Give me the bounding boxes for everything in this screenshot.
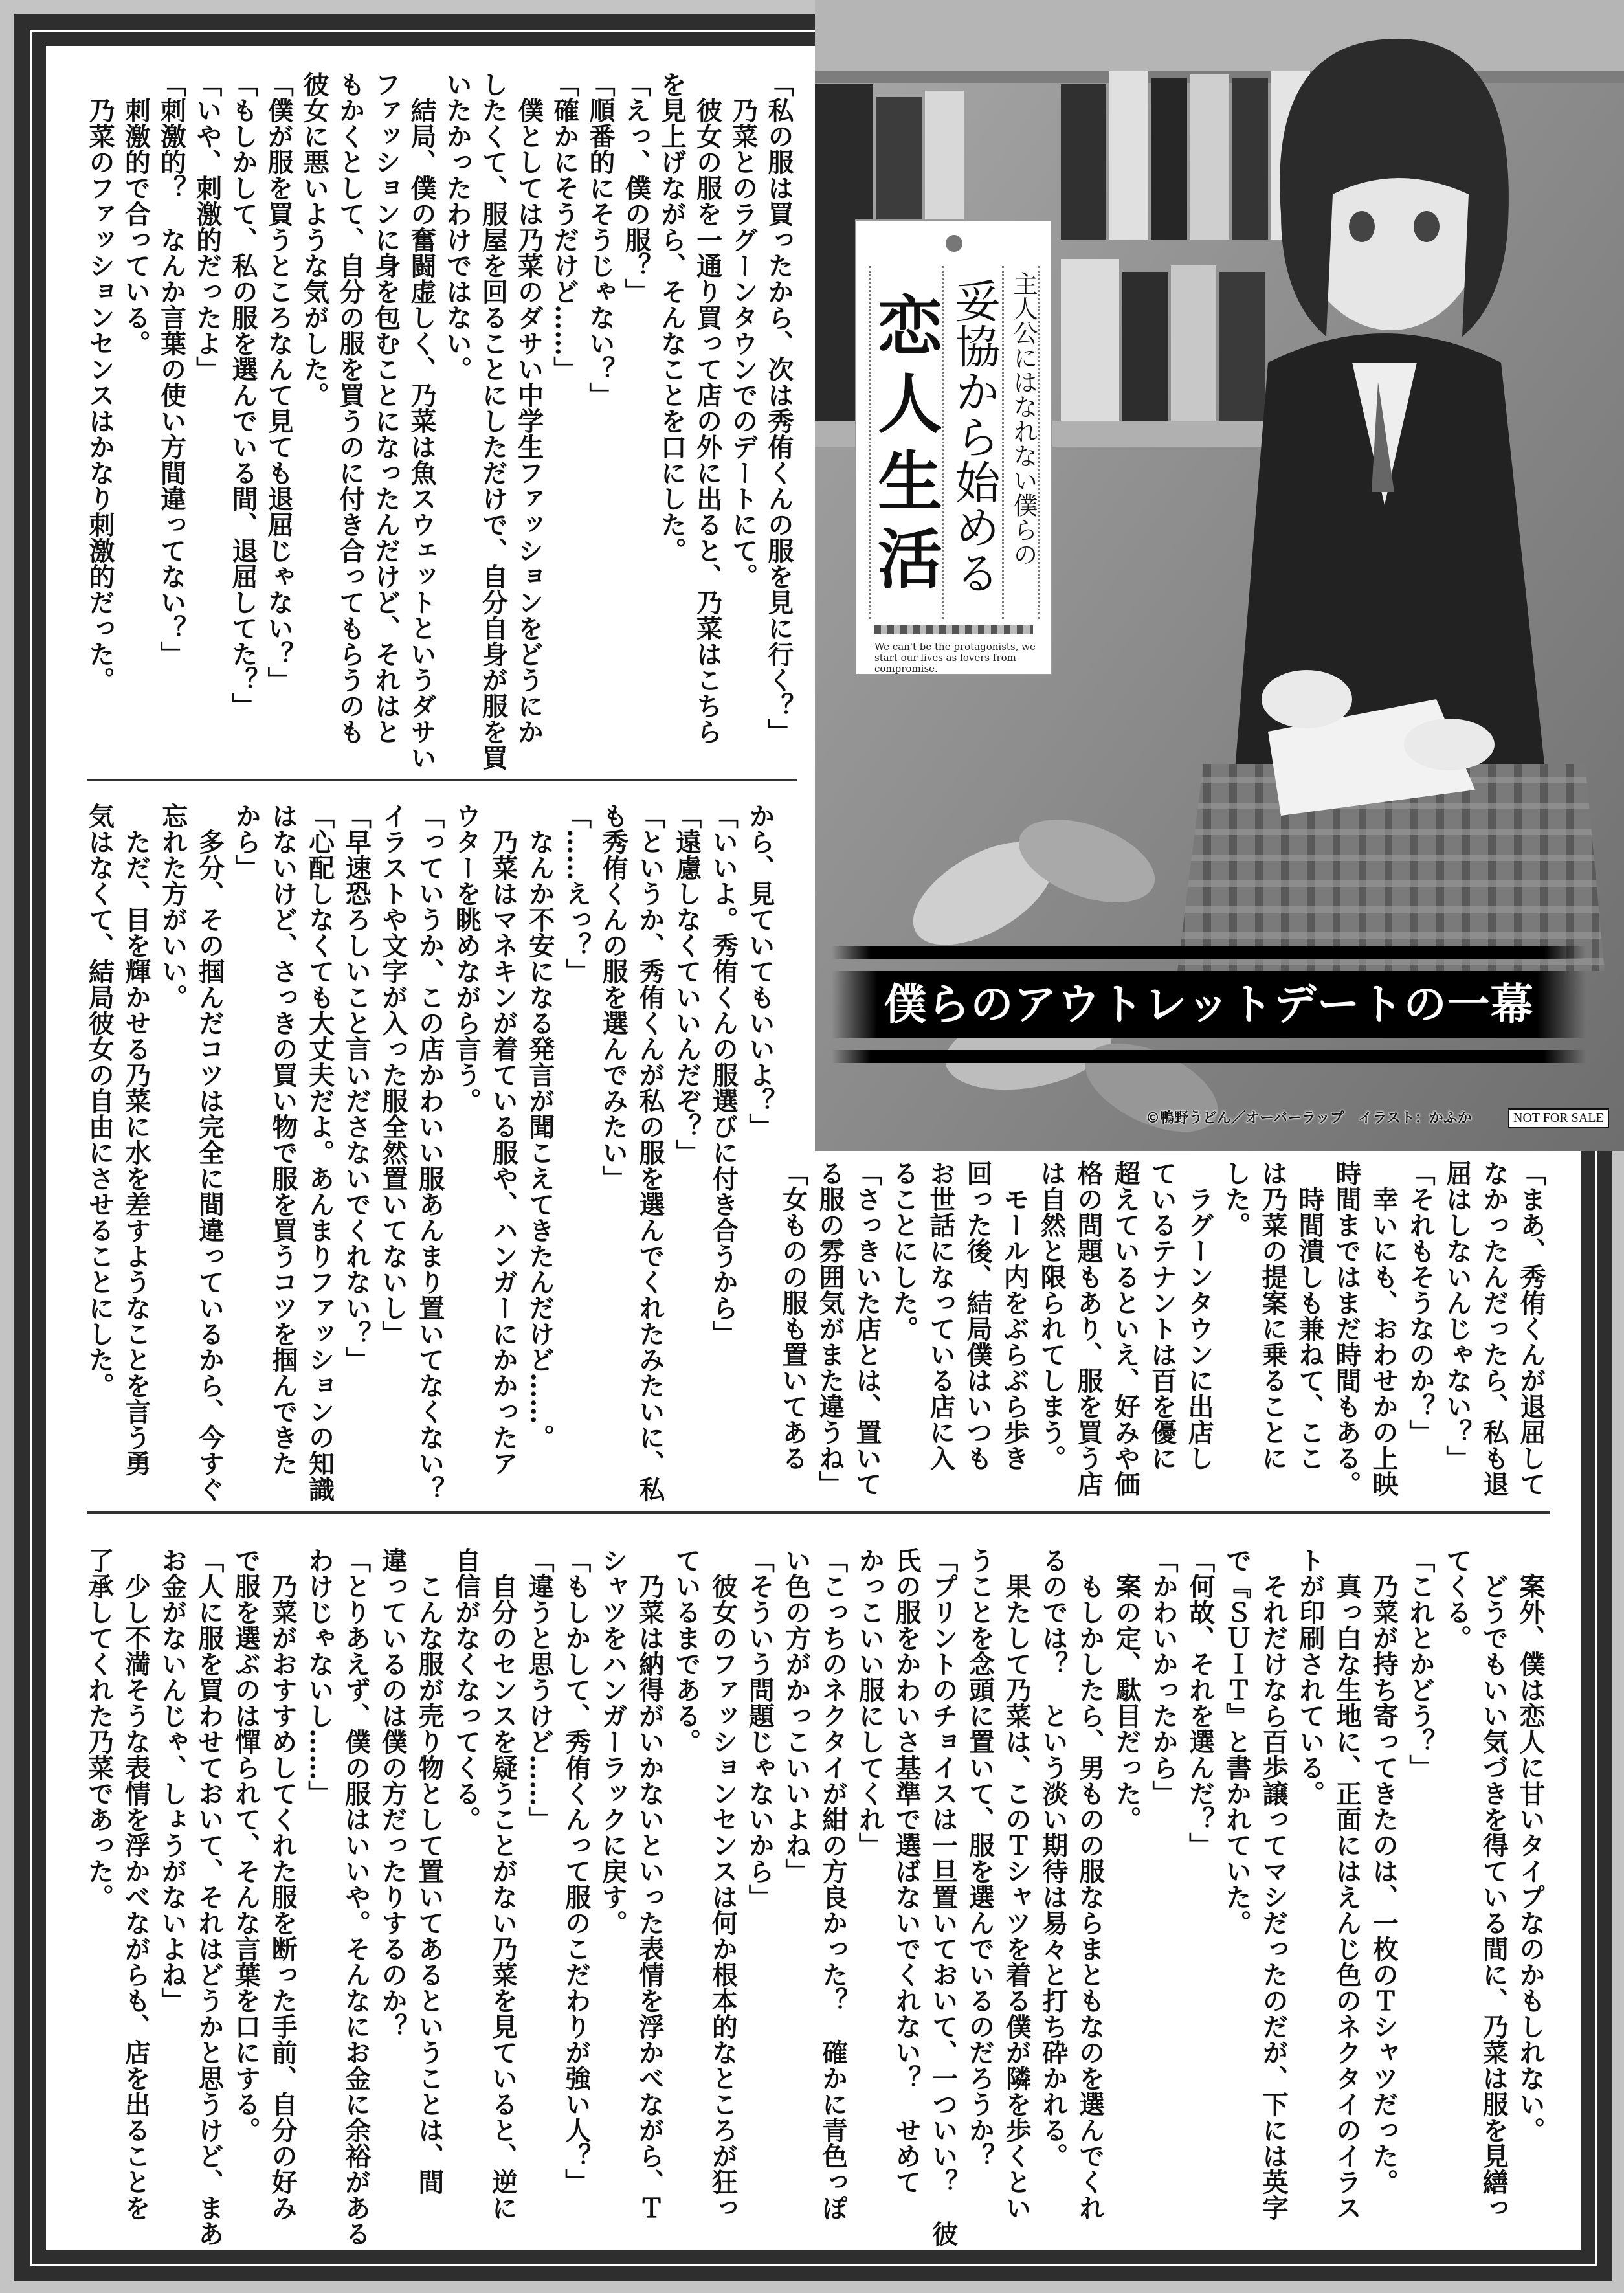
text-column: 「とりあえず、僕の服はいいや。そんなにお金に余裕がある (340, 1547, 372, 2246)
text-column: 「何故、それを選んだ？」 (1185, 1547, 1216, 1858)
text-column: モール内をぶらぶら歩き (999, 1160, 1030, 1471)
text-column: お世話になっている店に入 (926, 1160, 956, 1471)
text-column: それだけなら百歩譲ってマシだったのだが、下には英字 (1258, 1547, 1289, 2220)
text-column: 少し不満そうな表情を浮かべながらも、店を出ることを (120, 1547, 151, 2220)
text-column: 気はなくて、結局彼女の自由にさせることにした。 (84, 803, 115, 1398)
text-column: から、見ていてもいいよ？」 (745, 803, 775, 1139)
text-column: 僕としては乃菜のダサい中学生ファッションをどうにか (513, 71, 544, 744)
text-column: 「いや、刺激的だったよ」 (192, 71, 223, 382)
text-column: を見上げながら、そんなことを口にした。 (656, 71, 687, 563)
copyright-credits: ©鴨野うどん／オーバーラップ イラスト：かふか (1146, 1110, 1472, 1126)
text-column: 回った後、結局僕はいつも (962, 1160, 993, 1471)
text-column: 「心配しなくても大丈夫だよ。あんまりファッションの知識 (304, 803, 335, 1502)
text-column: 「遠慮しなくていいんだぞ？」 (671, 803, 702, 1165)
text-column: 自分のセンスを疑うことがない乃菜を見ていると、逆に (487, 1547, 518, 2220)
decorative-band (874, 625, 1033, 634)
text-column: ることにした。 (889, 1160, 919, 1341)
text-column: は自然と限られてしまう。 (1036, 1160, 1067, 1471)
text-column: 多分、その掴んだコツは完全に間違っているから、今すぐ (194, 803, 225, 1502)
title-line-3: 恋人生活 (867, 292, 942, 603)
text-column: うことを念頭に置いて、服を選んでいるのだろうか？ (964, 1547, 996, 2169)
not-for-sale-badge: NOT FOR SALE (1508, 1108, 1609, 1128)
text-column: てくる。 (1441, 1547, 1473, 1651)
text-column: も秀侑くんの服を選んでみたい」 (598, 803, 629, 1191)
text-column: トが印刷されている。 (1295, 1547, 1326, 1806)
text-column: 「というか、秀侑くんが私の服を選んでくれたみたいに、私 (634, 803, 665, 1502)
text-column: 了承してくれた乃菜であった。 (83, 1547, 115, 1910)
section-divider (87, 1511, 1550, 1514)
text-column: 乃菜が持ち寄ってきたのは、一枚のＴシャツだった。 (1368, 1547, 1399, 2195)
text-column: 「私の服は買ったから、次は秀侑くんの服を見に行く？」 (764, 71, 794, 744)
text-column: 果たして乃菜は、このＴシャツを着る僕が隣を歩くとい (1001, 1547, 1032, 2220)
text-column: お金がないんじゃ、しょうがないよね」 (157, 1547, 188, 2013)
text-column: 「こっちのネクタイが紺の方良かった？ 確かに青色っぽ (818, 1547, 849, 2220)
text-column: した。 (1221, 1160, 1251, 1238)
text-column: 「それもそうなのか？」 (1405, 1160, 1436, 1445)
text-column: 忘れた方がいい。 (157, 803, 188, 1010)
dotted-rule (1002, 266, 1004, 619)
text-column: 乃菜はマネキンが着ている服や、ハンガーにかかったア (488, 803, 519, 1476)
text-column: 「そういう問題じゃないから」 (744, 1547, 775, 1910)
text-column: 真っ白な生地に、正面にはえんじ色のネクタイのイラス (1331, 1547, 1363, 2220)
text-column: 案の定、駄目だった。 (1111, 1547, 1142, 1832)
text-column: は乃菜の提案に乗ることに (1258, 1160, 1288, 1471)
section-divider (87, 779, 797, 781)
text-column: 「順番的にそうじゃない？」 (584, 71, 616, 408)
episode-banner: 僕らのアウトレットデートの一幕 (832, 971, 1586, 1038)
text-column: 「えっ、僕の服？」 (621, 71, 652, 304)
text-column: 「いいよ。秀侑くんの服選びに付き合うから」 (708, 803, 739, 1347)
text-column: 屈はしないんじゃない？」 (1442, 1160, 1473, 1471)
text-column: はないけど、さっきの買い物で服を買うコツを掴んできた (267, 803, 298, 1476)
text-column: 乃菜のファッションセンスはかなり刺激的だった。 (85, 71, 116, 693)
text-column: 「早速恐ろしいこと言いださないでくれない？」 (341, 803, 372, 1372)
text-column: るのでは？ という淡い期待は易々と打ち砕かれる。 (1038, 1547, 1069, 2169)
text-column: 「確かにそうだけど……」 (549, 71, 580, 382)
dotted-rule (1038, 266, 1040, 619)
text-column: いたかったわけではない。 (442, 71, 473, 382)
story-block-middle-right (775, 1160, 1550, 1510)
text-column: イラストや文字が入った服全然置いてないし」 (377, 803, 408, 1347)
text-column: ラグーンタウンに出店し (1184, 1160, 1214, 1471)
text-column: ウターを眺めながら言う。 (451, 803, 482, 1113)
story-block-middle-left (81, 803, 778, 1502)
banner-stripe (832, 946, 1586, 959)
text-column: 案外、僕は恋人に甘いタイプなのかもしれない。 (1515, 1547, 1546, 2143)
text-column: で『ＳＵＩＴ』と書かれていた。 (1221, 1547, 1252, 1936)
text-column: 時間潰しも兼ねて、ここ (1295, 1160, 1325, 1471)
text-column: したくて、服屋を回ることにしただけで、自分自身が服を買 (478, 71, 509, 770)
text-column: 彼女に悪いような気がした。 (299, 71, 330, 408)
text-column: シャツをハンガーラックに戻す。 (597, 1547, 628, 1936)
text-column: もかくとして、自分の服を買うのに付き合ってもらうのも (335, 71, 366, 744)
text-column: 「もしかして、秀侑くんって服のこだわりが強い人？」 (561, 1547, 592, 2195)
story-block-top (82, 71, 797, 770)
story-block-bottom (80, 1547, 1548, 2246)
text-column: こんな服が売り物として置いてあるということは、間 (414, 1547, 445, 2195)
title-tag-card (855, 219, 1052, 675)
text-column: 「刺激的？ なんか言葉の使い方間違ってない？」 (156, 71, 187, 667)
text-column: 彼女のファッションセンスは何か根本的なところが狂っ (707, 1547, 739, 2220)
text-column: 「もしかして、私の服を選んでいる間、退屈してた？」 (227, 71, 258, 719)
text-column: どうでもいい気づきを得ている間に、乃菜は服を見繕っ (1478, 1547, 1509, 2220)
text-column: 氏の服をかわいさ基準で選ばないでくれない？ せめて (891, 1547, 922, 2195)
text-column: 彼女の服を一通り買って店の外に出ると、乃菜はこちら (692, 71, 723, 744)
text-column: 乃菜は納得がいかないといった表情を浮かべながら、Ｔ (634, 1547, 665, 2220)
text-column: 刺激的で合っている。 (120, 71, 151, 356)
text-column: 格の問題もあり、服を買う店 (1073, 1160, 1104, 1497)
text-column: い色の方がかっこいいよね」 (781, 1547, 812, 1884)
text-column: 「これとかどう？」 (1405, 1547, 1436, 1780)
text-column: 時間まではまだ時間もある。 (1331, 1160, 1362, 1497)
text-column: 超えているといえ、好みや価 (1110, 1160, 1140, 1497)
english-subtitle: We can't be the protagonists, we start our lives as lovers from compromise. (874, 641, 1036, 675)
text-column: 「プリントのチョイスは一旦置いておいて、一ついい？ 彼 (928, 1547, 959, 2246)
banner-stripe (832, 1050, 1586, 1063)
title-line-2: 妥協から始める (948, 278, 1001, 595)
text-column: 「まあ、秀侑くんが退屈して (1516, 1160, 1546, 1497)
text-column: 結局、僕の奮闘虚しく、乃菜は魚スウェットというダサい (406, 71, 437, 770)
text-column: もしかしたら、男ものの服ならまともなのを選んでくれ (1074, 1547, 1106, 2220)
text-column: ているテナントは百を優に (1147, 1160, 1177, 1471)
text-column: なかったんだったら、私も退 (1479, 1160, 1509, 1497)
text-column: 「僕が服を買うところなんて見ても退屈じゃない？」 (263, 71, 295, 693)
title-line-1: 主人公にはなれない僕らの (1009, 271, 1038, 566)
text-column: 乃菜がおすすめしてくれた服を断った手前、自分の好み (267, 1547, 298, 2220)
text-column: 幸いにも、おわせかの上映 (1368, 1160, 1399, 1497)
text-column: 「かわいかったから」 (1148, 1547, 1179, 1806)
text-column: で服を選ぶのは憚られて、そんな言葉を口にする。 (230, 1547, 261, 2143)
text-column: 「さっきいた店とは、置いて (852, 1160, 882, 1497)
text-column: 自信がなくなってくる。 (450, 1547, 482, 1832)
text-column: 「人に服を買わせておいて、それはどうかと思うけど、まあ (194, 1547, 225, 2246)
text-column: る服の雰囲気がまた違うね」 (815, 1160, 845, 1497)
text-column: 違っているのは僕の方だったりするのか？ (377, 1547, 408, 2039)
text-column: 「女ものの服も置いてある (778, 1160, 808, 1471)
text-column: 「……えっ？」 (561, 803, 592, 984)
text-column: なんか不安になる発言が聞こえてきたんだけど……。 (524, 803, 555, 1450)
text-column: ているまである。 (671, 1547, 702, 1754)
text-column: わけじゃないし……」 (304, 1547, 335, 1806)
tag-hole-icon (946, 235, 962, 252)
text-column: から」 (231, 803, 262, 880)
text-column: かっこいい服にしてくれ」 (854, 1547, 885, 1858)
text-column: ファッションに身を包むことになったんだけど、それはと (370, 71, 401, 744)
text-column: 「違うと思うけど……」 (524, 1547, 555, 1832)
text-column: 「っていうか、この店かわいい服あんまり置いてなくない？ (414, 803, 445, 1502)
text-column: ただ、目を輝かせる乃菜に水を差すようなことを言う勇 (121, 803, 152, 1476)
text-column: 乃菜とのラグーンタウンでのデートにて。 (728, 71, 759, 589)
